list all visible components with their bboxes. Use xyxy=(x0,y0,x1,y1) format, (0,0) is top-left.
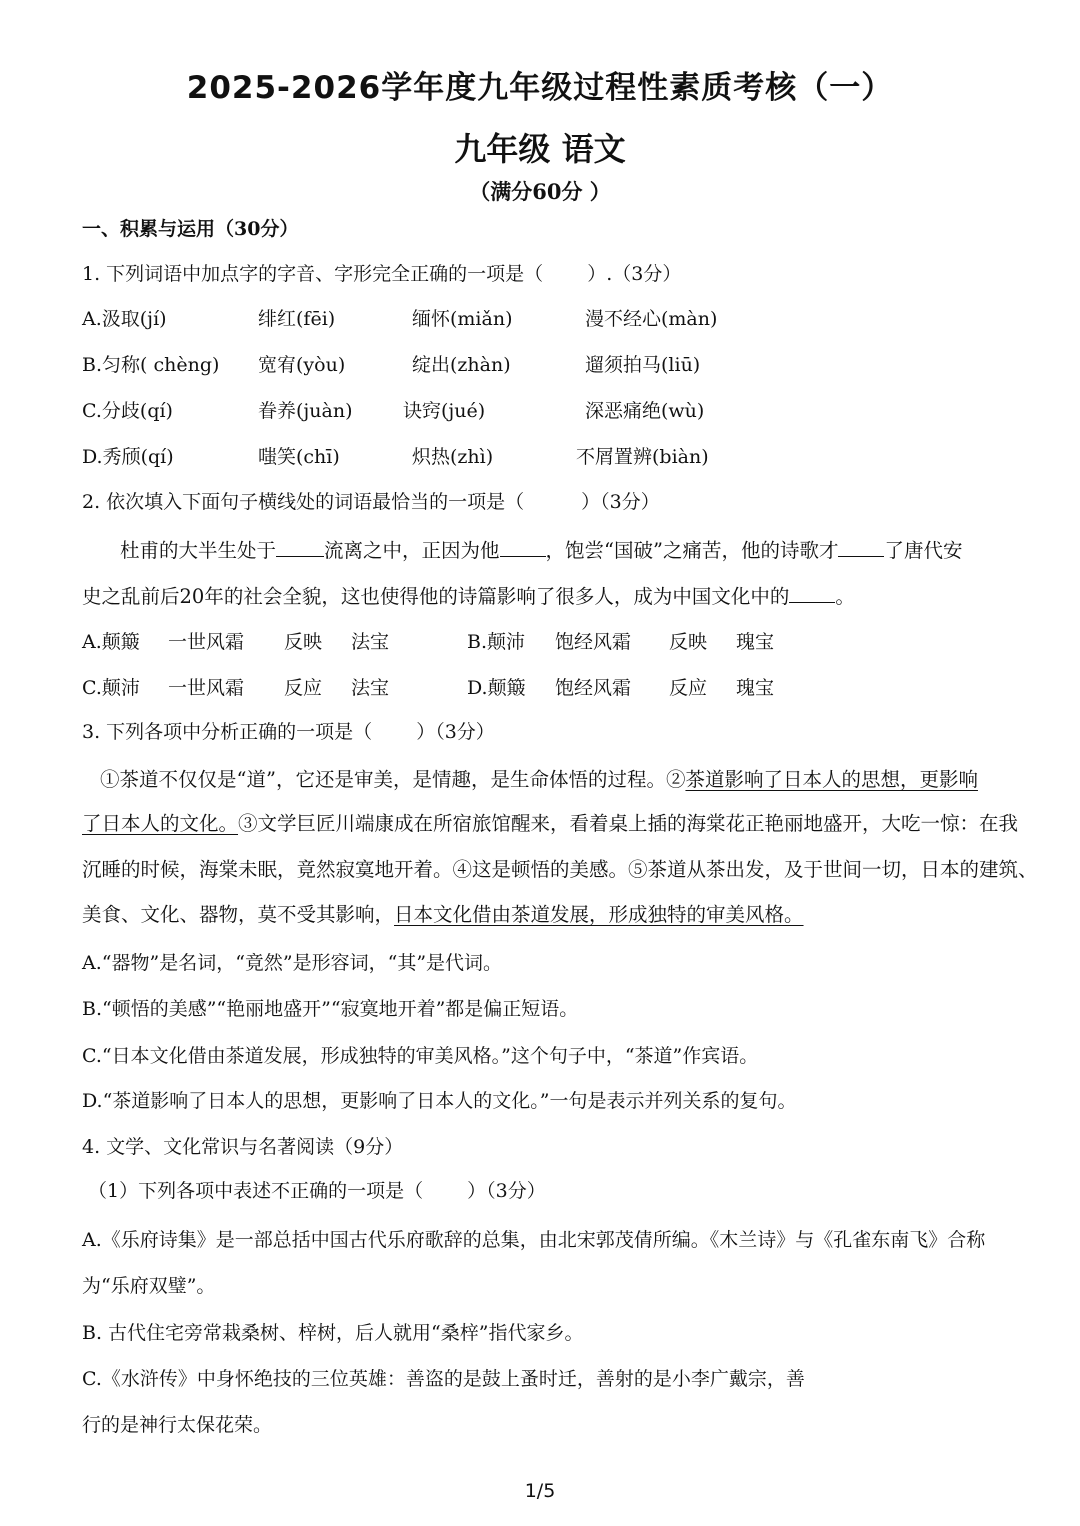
q3-option-b: B.“顿悟的美感”“艳丽地盛开”“寂寞地开着”都是偏正短语。 xyxy=(82,998,579,1020)
q2-text: ，饱尝“国破”之痛苦，他的诗歌才 xyxy=(545,539,839,562)
q3-underlined-sentence: 茶道影响了日本人的思想，更影响 xyxy=(685,768,978,791)
question-2-stem: 2. 依次填入下面句子横线处的词语最恰当的一项是（ ）（3分） xyxy=(82,491,660,513)
section-title: 一、积累与运用（30分） xyxy=(82,218,299,240)
q2-option-a-4: 法宝 xyxy=(351,631,390,653)
q1-c-2: 眷养(juàn) xyxy=(258,400,353,422)
q2-option-b-4: 瑰宝 xyxy=(736,631,775,653)
q2-blank-1 xyxy=(276,538,324,557)
q1-c-4: 深恶痛绝(wù) xyxy=(585,400,705,422)
q2-option-c-3: 反应 xyxy=(284,677,323,699)
full-score: （满分60分 ） xyxy=(469,179,611,204)
q1-c-1: C.分歧(qí) xyxy=(82,400,173,422)
q3-option-c: C.“日本文化借由茶道发展，形成独特的审美风格。”这个句子中，“茶道”作宾语。 xyxy=(82,1045,759,1067)
q2-option-d-1: D.颠簸 xyxy=(467,677,526,699)
q4-option-b: B. 古代住宅旁常栽桑树、梓树，后人就用“桑梓”指代家乡。 xyxy=(82,1322,584,1344)
q1-c-3: 诀窍(jué) xyxy=(403,400,486,422)
question-4-1-stem: （1）下列各项中表述不正确的一项是（ ）（3分） xyxy=(88,1180,546,1202)
q3-underlined-sentence: 了日本人的文化。 xyxy=(82,812,239,835)
q3-passage-line-3: 沉睡的时候，海棠未眠，竟然寂寞地开着。④这是顿悟的美感。⑤茶道从茶出发，及于世间一切，日本的建筑、 xyxy=(82,858,1038,881)
q2-option-d-3: 反应 xyxy=(669,677,708,699)
q2-option-d-4: 瑰宝 xyxy=(736,677,775,699)
question-4-stem: 4. 文学、文化常识与名著阅读（9分） xyxy=(82,1136,404,1158)
q2-passage-line-2 xyxy=(82,581,855,609)
q2-option-c-4: 法宝 xyxy=(351,677,390,699)
q2-option-a-3: 反映 xyxy=(284,631,323,653)
q2-text: 流离之中，正因为他 xyxy=(324,539,500,562)
q2-option-b-3: 反映 xyxy=(669,631,708,653)
q1-d-3: 炽热(zhì) xyxy=(412,446,494,468)
q3-passage-line-4 xyxy=(82,899,804,927)
q1-b-2: 宽宥(yòu) xyxy=(258,354,346,376)
q1-d-2: 嗤笑(chī) xyxy=(258,446,340,468)
q1-a-1: A.汲取(jí) xyxy=(82,308,167,330)
q2-option-b-1: B.颠沛 xyxy=(467,631,526,653)
q2-text: 了唐代安 xyxy=(884,539,963,562)
exam-subtitle: 九年级 语文 xyxy=(454,130,626,168)
q2-text: 。 xyxy=(835,585,855,608)
q2-option-a-1: A.颠簸 xyxy=(82,631,140,653)
page-number: 1/5 xyxy=(524,1480,556,1502)
q2-blank-4 xyxy=(789,584,835,603)
q3-option-a: A.“器物”是名词，“竟然”是形容词，“其”是代词。 xyxy=(82,952,503,974)
q2-option-a-2: 一世风霜 xyxy=(168,631,245,653)
q1-a-3: 缅怀(miǎn) xyxy=(412,308,513,330)
q3-option-d: D.“茶道影响了日本人的思想，更影响了日本人的文化。”一句是表示并列关系的复句。 xyxy=(82,1090,797,1112)
q3-underlined-sentence: 日本文化借由茶道发展，形成独特的审美风格。 xyxy=(394,903,804,926)
q3-text: ③文学巨匠川端康成在所宿旅馆醒来，看着桌上插的海棠花正艳丽地盛开，大吃一惊：在我 xyxy=(238,812,1019,835)
q2-option-c-1: C.颠沛 xyxy=(82,677,140,699)
q1-b-3: 绽出(zhàn) xyxy=(412,354,511,376)
q3-text: 美食、文化、器物，莫不受其影响， xyxy=(82,903,395,926)
q1-a-2: 绯红(fēi) xyxy=(258,308,336,330)
q4-option-a-line-2: 为“乐府双璧”。 xyxy=(82,1275,216,1297)
q3-passage-line-2 xyxy=(82,808,1018,836)
q2-option-b-2: 饱经风霜 xyxy=(555,631,632,653)
question-1-stem: 1. 下列词语中加点字的字音、字形完全正确的一项是（ ）.（3分） xyxy=(82,263,682,285)
q2-blank-3 xyxy=(838,538,884,557)
q1-b-4: 遛须拍马(liū) xyxy=(585,354,701,376)
q3-passage-line-1 xyxy=(100,764,978,792)
q1-b-1: B.匀称( chèng) xyxy=(82,354,220,376)
q3-text: ①茶道不仅仅是“道”，它还是审美，是情趣，是生命体悟的过程。② xyxy=(100,768,686,791)
question-3-stem: 3. 下列各项中分析正确的一项是（ ）（3分） xyxy=(82,721,495,743)
q2-blank-2 xyxy=(500,538,546,557)
q2-passage-line-1 xyxy=(120,535,963,563)
q2-option-c-2: 一世风霜 xyxy=(168,677,245,699)
q4-option-a-line-1: A.《乐府诗集》是一部总括中国古代乐府歌辞的总集，由北宋郭茂倩所编。《木兰诗》与《孔雀东南飞》合称 xyxy=(82,1229,986,1251)
q4-option-c-line-1: C.《水浒传》中身怀绝技的三位英雄：善盗的是鼓上蚤时迁，善射的是小李广戴宗，善 xyxy=(82,1368,805,1390)
q2-text: 杜甫的大半生处于 xyxy=(120,539,277,562)
q2-text: 史之乱前后20年的社会全貌，这也使得他的诗篇影响了很多人，成为中国文化中的 xyxy=(82,585,790,608)
q1-d-1: D.秀颀(qí) xyxy=(82,446,174,468)
exam-title: 2025-2026学年度九年级过程性素质考核（一） xyxy=(186,70,894,106)
q2-option-d-2: 饱经风霜 xyxy=(555,677,632,699)
q1-d-4: 不屑置辨(biàn) xyxy=(576,446,709,468)
q4-option-c-line-2: 行的是神行太保花荣。 xyxy=(82,1414,273,1436)
q1-a-4: 漫不经心(màn) xyxy=(585,308,718,330)
